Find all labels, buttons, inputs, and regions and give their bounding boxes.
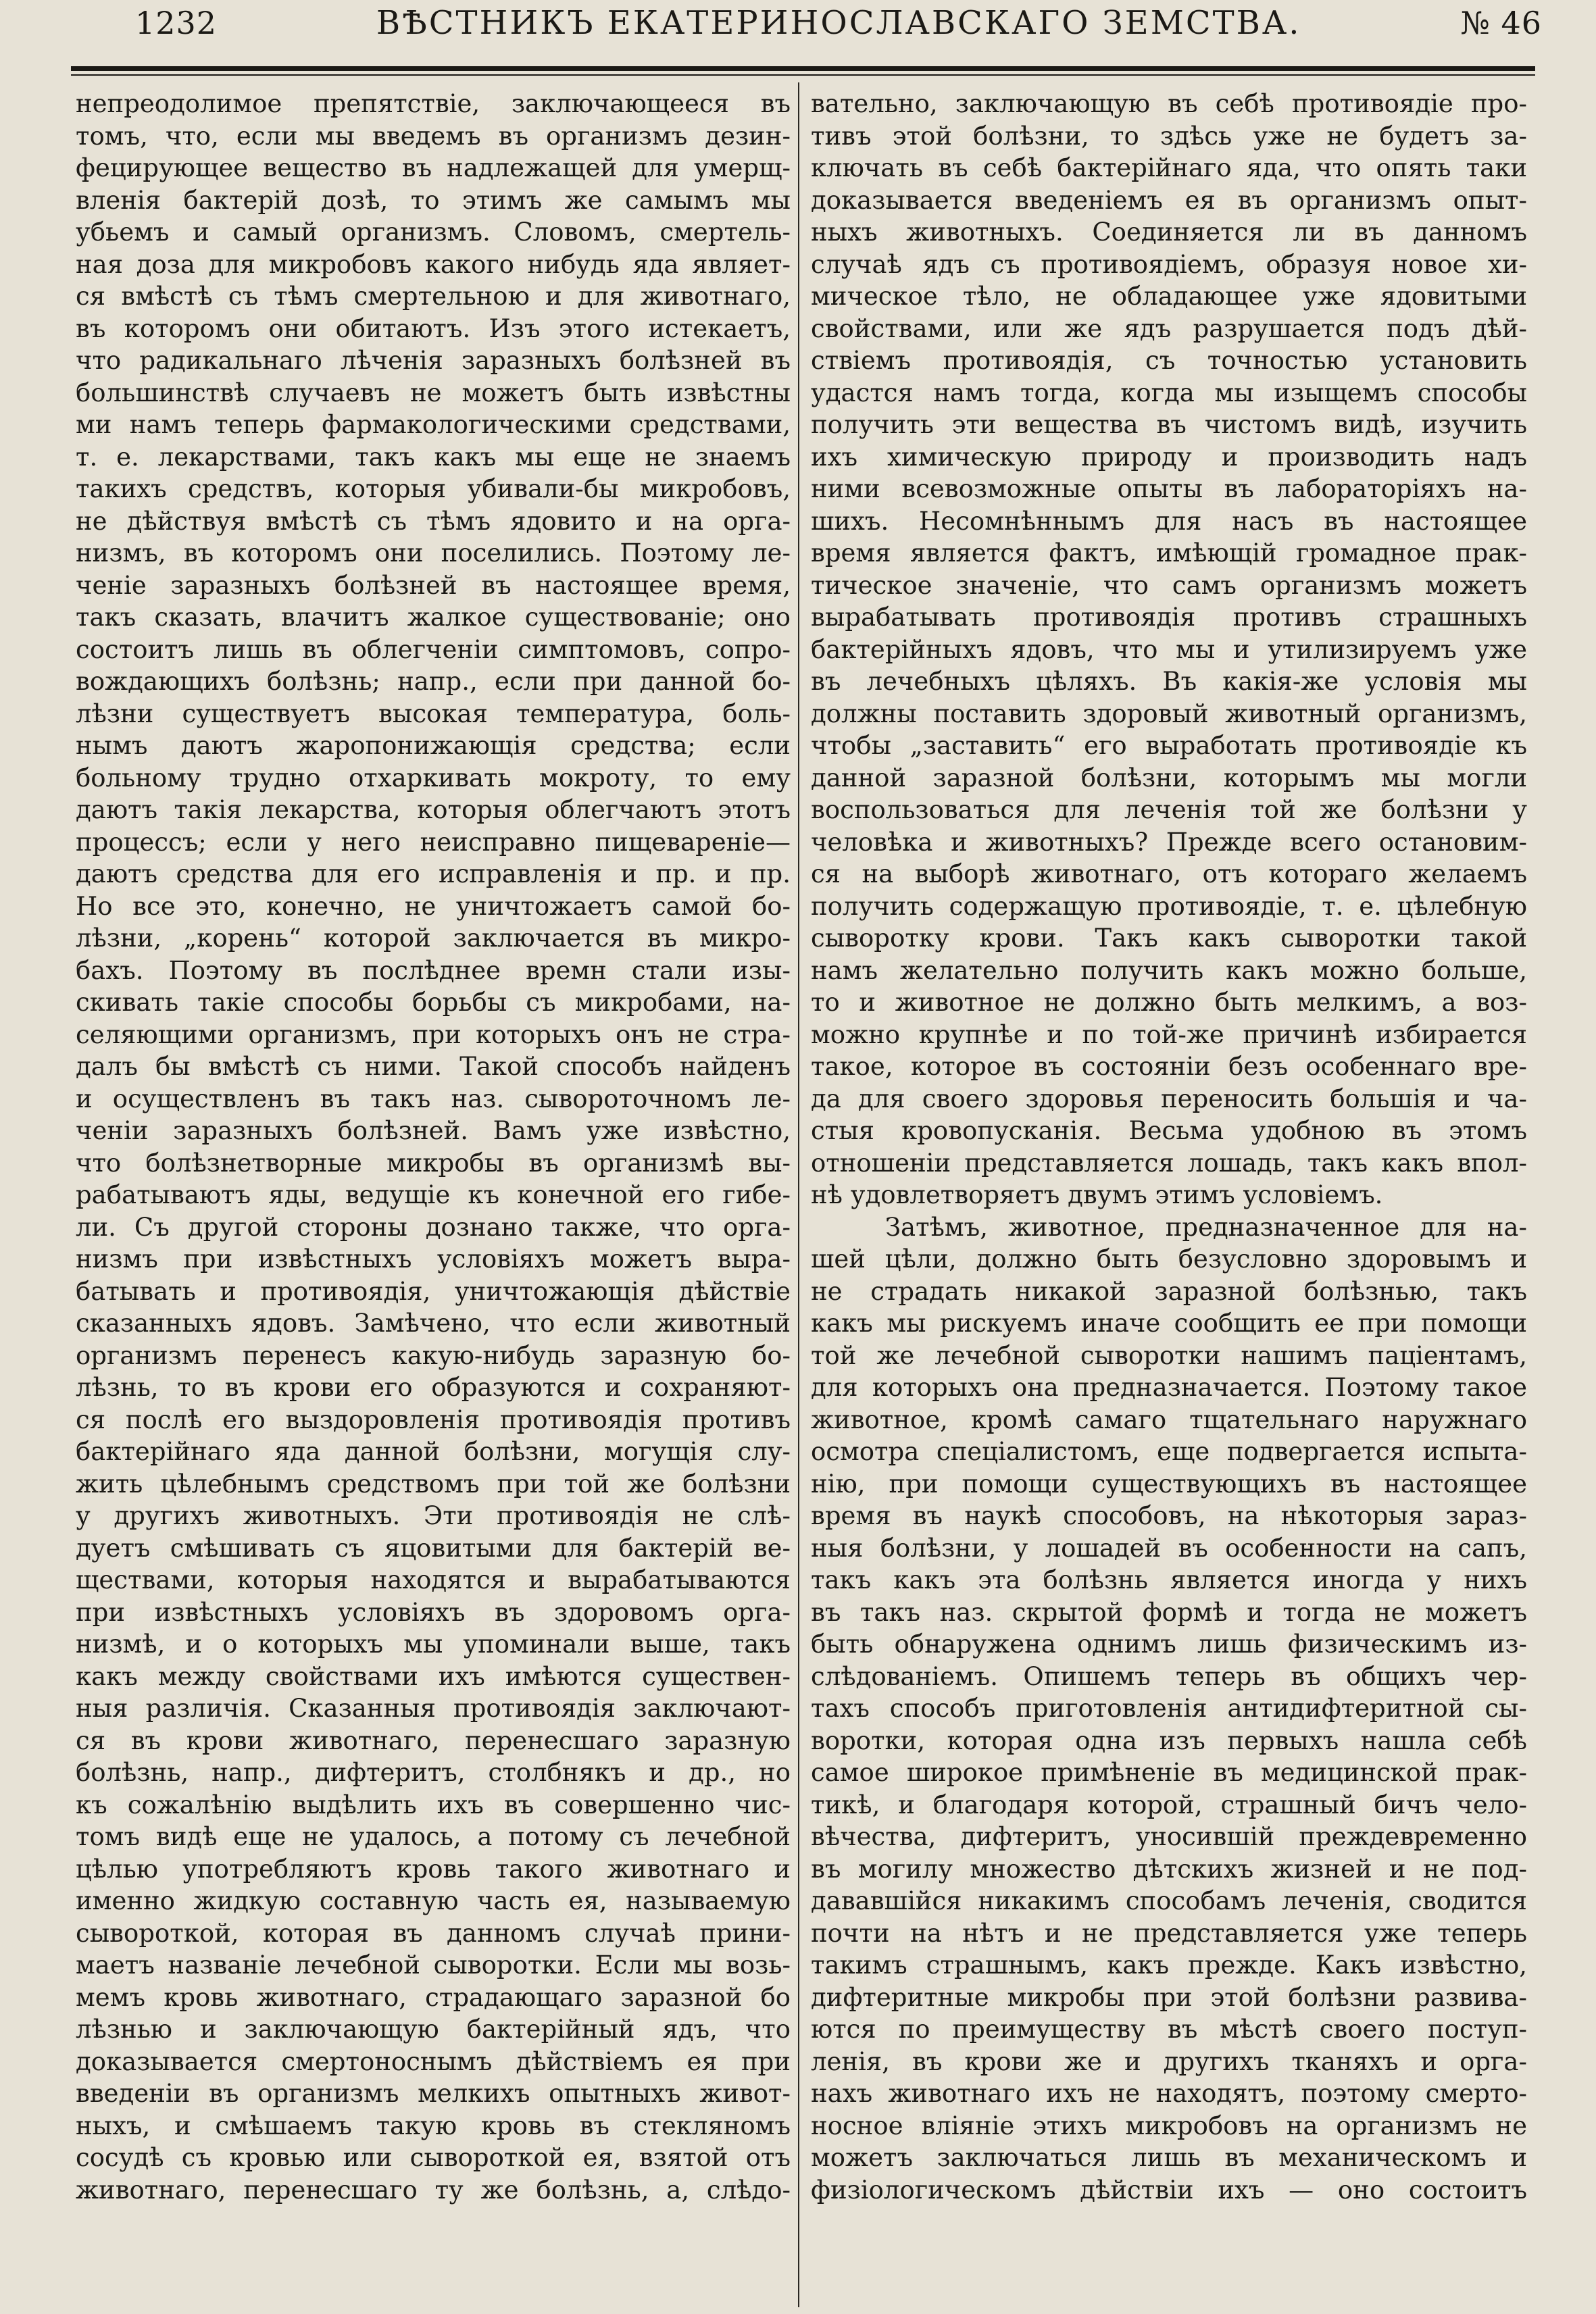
text-line: носное вліяніе этихъ микробовъ на организмъ не [811,2111,1527,2140]
text-line: лѣзни существуетъ высокая температура, боль- [76,699,791,728]
text-line: вательно, заключающую въ себѣ противоядіе про- [811,89,1527,118]
text-line: ся въ крови животнаго, перенесшаго заразную [76,1726,791,1755]
journal-title: ВѢСТНИКЪ ЕКАТЕРИНОСЛАВСКАГО ЗЕМСТВА. [376,4,1301,42]
text-line: бактерійнаго яда данной болѣзни, могущія слу- [76,1437,791,1466]
text-line: Но все это, конечно, не уничтожаетъ самой бо- [76,891,791,921]
left-column [76,88,791,2206]
text-line: ществами, которыя находятся и вырабатываются [76,1565,791,1594]
text-line: бахъ. Поэтому въ послѣднее времн стали изы- [76,955,791,985]
text-line: вырабатывать противоядія противъ страшныхъ [811,603,1527,632]
text-line: доказывается введеніемъ ея въ организмъ опыт- [811,185,1527,215]
text-line: нію, при помощи существующихъ въ настоящее [811,1469,1527,1499]
text-line: вѣчества, дифтеритъ, уносившій преждевременно [811,1822,1527,1851]
text-line: получить эти вещества въ чистомъ видѣ, изучить [811,410,1527,439]
text-line: такимъ страшнымъ, какъ прежде. Какъ извѣстно, [811,1951,1527,1980]
text-line: нахъ животнаго ихъ не находятъ, поэтому смерто- [811,2079,1527,2108]
running-head [135,3,1542,43]
text-line: самое широкое примѣненіе въ медицинской прак- [811,1758,1527,1787]
text-line: что радикальнаго лѣченія заразныхъ болѣзней въ [76,346,791,375]
text-line: организмъ перенесъ какую-нибудь заразную бо- [76,1340,791,1370]
text-line: именно жидкую составную часть ея, называемую [76,1886,791,1915]
text-line: лѣзнь, то въ крови его образуются и сохраняют- [76,1373,791,1402]
text-line: маетъ названіе лечебной сыворотки. Если мы возь- [76,1951,791,1980]
text-line: отношеніи представляется лошадь, такъ какъ впол- [811,1148,1527,1178]
text-line: ся послѣ его выздоровленія противоядія противъ [76,1405,791,1434]
text-line: сосудѣ съ кровью или сывороткой ея, взятой отъ [76,2143,791,2172]
text-line: такъ сказать, влачитъ жалкое существованіе; оно [76,603,791,632]
text-line: ная доза для микробовъ какого нибудь яда являет- [76,249,791,279]
text-line: убьемъ и самый организмъ. Словомъ, смертель- [76,218,791,247]
text-line: шей цѣли, должно быть безусловно здоровымъ и [811,1244,1527,1274]
text-line: рабатываютъ яды, ведущіе къ конечной его гибе- [76,1180,791,1209]
text-line: чтобы „заставить“ его выработать противоядіе къ [811,731,1527,760]
text-line: сыворотку крови. Такъ какъ сыворотки такой [811,924,1527,953]
text-line: лѣзнью и заключающую бактерійный ядъ, что [76,2015,791,2044]
text-line: ми намъ теперь фармакологическими средствами, [76,410,791,439]
text-line: время является фактъ, имѣющій громадное прак- [811,538,1527,568]
text-line: дававшійся никакимъ способамъ леченія, сводится [811,1886,1527,1915]
text-line: далъ бы вмѣстѣ съ ними. Такой способъ найденъ [76,1052,791,1081]
text-line: удастся намъ тогда, когда мы изыщемъ способы [811,378,1527,407]
text-line: ныхъ, и смѣшаемъ такую кровь въ стекляномъ [76,2111,791,2140]
text-line: воспользоваться для леченія той же болѣзни у [811,795,1527,824]
text-line: томъ, что, если мы введемъ въ организмъ дезин- [76,121,791,151]
text-line: время въ наукѣ способовъ, на нѣкоторыя зараз- [811,1501,1527,1530]
text-line: бактерійныхъ ядовъ, что мы и утилизируемъ уже [811,634,1527,664]
text-line: въ такъ наз. скрытой формѣ и тогда не можетъ [811,1597,1527,1627]
text-line: физіологическомъ дѣйствіи ихъ — оно состоитъ [811,2175,1527,2205]
text-line: намъ желательно получить какъ можно больше, [811,955,1527,985]
text-line: даютъ такія лекарства, которыя облегчаютъ этотъ [76,795,791,824]
text-line: да для своего здоровья переносить большія и ча- [811,1084,1527,1113]
text-line: цѣлью употребляютъ кровь такого животнаго и [76,1854,791,1884]
text-line: не страдать никакой заразной болѣзнью, такъ [811,1276,1527,1306]
text-line: ся вмѣстѣ съ тѣмъ смертельною и для животнаго, [76,282,791,311]
text-line: такъ какъ эта болѣзнь является иногда у нихъ [811,1565,1527,1594]
text-line: воротки, которая одна изъ первыхъ нашла себѣ [811,1726,1527,1755]
text-line: при извѣстныхъ условіяхъ въ здоровомъ орга- [76,1597,791,1627]
text-line: то и животное не должно быть мелкимъ, а воз- [811,988,1527,1017]
text-line: доказывается смертоноснымъ дѣйствіемъ ея при [76,2046,791,2076]
text-line: Затѣмъ, животное, предназначенное для на- [885,1212,1527,1242]
text-line: ченіи заразныхъ болѣзней. Вамъ уже извѣстно, [76,1116,791,1145]
text-line: большинствѣ случаевъ не можетъ быть извѣстны [76,378,791,407]
text-line: почти на нѣтъ и не представляется уже теперь [811,1918,1527,1948]
text-line: нѣ удовлетворяетъ двумъ этимъ условіемъ. [811,1180,1383,1209]
text-line: человѣка и животныхъ? Прежде всего остановим- [811,827,1527,857]
text-line: процессъ; если у него неисправно пищевареніе— [76,827,791,857]
text-line: ныхъ животныхъ. Соединяется ли въ данномъ [811,218,1527,247]
text-line: осмотра спеціалистомъ, еще подвергается испыта- [811,1437,1527,1466]
text-line: ются по преимуществу въ мѣстѣ своего поступ- [811,2015,1527,2044]
text-line: и осуществленъ въ такъ наз. сывороточномъ ле- [76,1084,791,1113]
text-line: къ сожалѣнію выдѣлить ихъ въ совершенно чис- [76,1790,791,1819]
text-line: свойствами, или же ядъ разрушается подъ дѣй- [811,313,1527,343]
text-line: низмъ при извѣстныхъ условіяхъ можетъ выра- [76,1244,791,1274]
text-line: состоитъ лишь въ облегченіи симптомовъ, сопро- [76,634,791,664]
right-column [811,88,1527,2206]
text-line: томъ видѣ еще не удалось, а потому съ лечебной [76,1822,791,1851]
text-line: можетъ заключаться лишь въ механическомъ и [811,2143,1527,2172]
text-line: ли. Съ другой стороны дознано также, что орга- [76,1212,791,1242]
text-line: въ могилу множество дѣтскихъ жизней и не под- [811,1854,1527,1884]
text-line: ныя различія. Сказанныя противоядія заключают- [76,1694,791,1723]
text-line: батывать и противоядія, уничтожающія дѣйствіе [76,1276,791,1306]
text-line: болѣзнь, напр., дифтеритъ, столбнякъ и др., но [76,1758,791,1787]
text-line: дифтеритные микробы при этой болѣзни развива- [811,1982,1527,2012]
text-line: мемъ кровь животнаго, страдающаго заразной бо [76,1982,791,2012]
text-line: такое, которое въ состояніи безъ особеннаго вре- [811,1052,1527,1081]
issue-number: № 46 [1460,5,1542,41]
text-line: ныя болѣзни, у лошадей въ особенности на сапъ, [811,1533,1527,1563]
text-line: скивать такіе способы борьбы съ микробами, на- [76,988,791,1017]
text-line: ченіе заразныхъ болѣзней въ настоящее время, [76,570,791,600]
text-line: фецирующее вещество въ надлежащей для умерщ- [76,153,791,182]
text-line: вождающихъ болѣзнь; напр., если при данной бо- [76,667,791,696]
text-line: ними всевозможные опыты въ лабораторіяхъ на- [811,474,1527,503]
text-line: той же лечебной сыворотки нашимъ паціентамъ, [811,1340,1527,1370]
text-line: случаѣ ядъ съ противоядіемъ, образуя новое хи- [811,249,1527,279]
text-line: ся на выборѣ животнаго, отъ котораго желаемъ [811,859,1527,888]
text-line: какъ мы рискуемъ иначе сообщить ее при помощи [811,1309,1527,1338]
text-line: ключать въ себѣ бактерійнаго яда, что опять таки [811,153,1527,182]
text-line: что болѣзнетворные микробы въ организмѣ вы- [76,1148,791,1178]
text-line: низмѣ, и о которыхъ мы упоминали выше, такъ [76,1630,791,1659]
text-line: низмъ, въ которомъ они поселились. Поэтому ле- [76,538,791,568]
text-line: у другихъ животныхъ. Эти противоядія не слѣ- [76,1501,791,1530]
text-line: слѣдованіемъ. Опишемъ теперь въ общихъ чер- [811,1661,1527,1691]
text-line: можно крупнѣе и по той-же причинѣ избирается [811,1020,1527,1049]
text-line: даютъ средства для его исправленія и пр. и пр. [76,859,791,888]
page-number: 1232 [135,5,218,41]
text-line: мическое тѣло, не обладающее уже ядовитыми [811,282,1527,311]
text-line: т. е. лекарствами, такъ какъ мы еще не знаемъ [76,442,791,472]
text-line: сывороткой, которая въ данномъ случаѣ прини- [76,1918,791,1948]
text-line: тическое значеніе, что самъ организмъ можетъ [811,570,1527,600]
text-line: дуетъ смѣшивать съ яцовитыми для бактерій ве- [76,1533,791,1563]
text-line: шихъ. Несомнѣннымъ для насъ въ настоящее [811,506,1527,536]
text-line: животнаго, перенесшаго ту же болѣзнь, а, слѣдо- [76,2175,791,2205]
text-line: тивъ этой болѣзни, то здѣсь уже не будетъ за- [811,121,1527,151]
text-line: должны поставить здоровый животный организмъ, [811,699,1527,728]
text-line: такихъ средствъ, которыя убивали-бы микробовъ, [76,474,791,503]
text-line: тахъ способъ приготовленія антидифтеритной сы- [811,1694,1527,1723]
text-line: животное, кромѣ самаго тщательнаго наружнаго [811,1405,1527,1434]
text-line: тикѣ, и благодаря которой, страшный бичъ чело- [811,1790,1527,1819]
text-line: непреодолимое препятствіе, заключающееся въ [76,89,791,118]
text-line: лѣзни, „корень“ которой заключается въ микро- [76,924,791,953]
text-line: не дѣйствуя вмѣстѣ съ тѣмъ ядовито и на орга- [76,506,791,536]
text-line: ленія, въ крови же и другихъ тканяхъ и орга- [811,2046,1527,2076]
text-line: вленія бактерій дозѣ, то этимъ же самымъ мы [76,185,791,215]
text-line: селяющими организмъ, при которыхъ онъ не стра- [76,1020,791,1049]
text-line: данной заразной болѣзни, которымъ мы могли [811,763,1527,793]
text-line: въ которомъ они обитаютъ. Изъ этого истекаетъ, [76,313,791,343]
text-line: ствіемъ противоядія, съ точностью установить [811,346,1527,375]
text-line: ихъ химическую природу и производить надъ [811,442,1527,472]
text-line: нымъ даютъ жаропонижающія средства; если [76,731,791,760]
column-divider [798,82,799,2307]
text-line: больному трудно отхаркивать мокроту, то ему [76,763,791,793]
header-rule-thick [71,66,1535,71]
text-line: стыя кровопусканія. Весьма удобною въ этомъ [811,1116,1527,1145]
text-line: быть обнаружена однимъ лишь физическимъ из- [811,1630,1527,1659]
text-line: введеніи въ организмъ мелкихъ опытныхъ живот- [76,2079,791,2108]
text-line: какъ между свойствами ихъ имѣются существен- [76,1661,791,1691]
text-line: получить содержащую противоядіе, т. е. цѣлебную [811,891,1527,921]
text-line: для которыхъ она предназначается. Поэтому такое [811,1373,1527,1402]
text-line: въ лечебныхъ цѣляхъ. Въ какія-же условія мы [811,667,1527,696]
text-line: сказанныхъ ядовъ. Замѣчено, что если животный [76,1309,791,1338]
text-line: жить цѣлебнымъ средствомъ при той же болѣзни [76,1469,791,1499]
header-rule-thin [71,74,1535,76]
